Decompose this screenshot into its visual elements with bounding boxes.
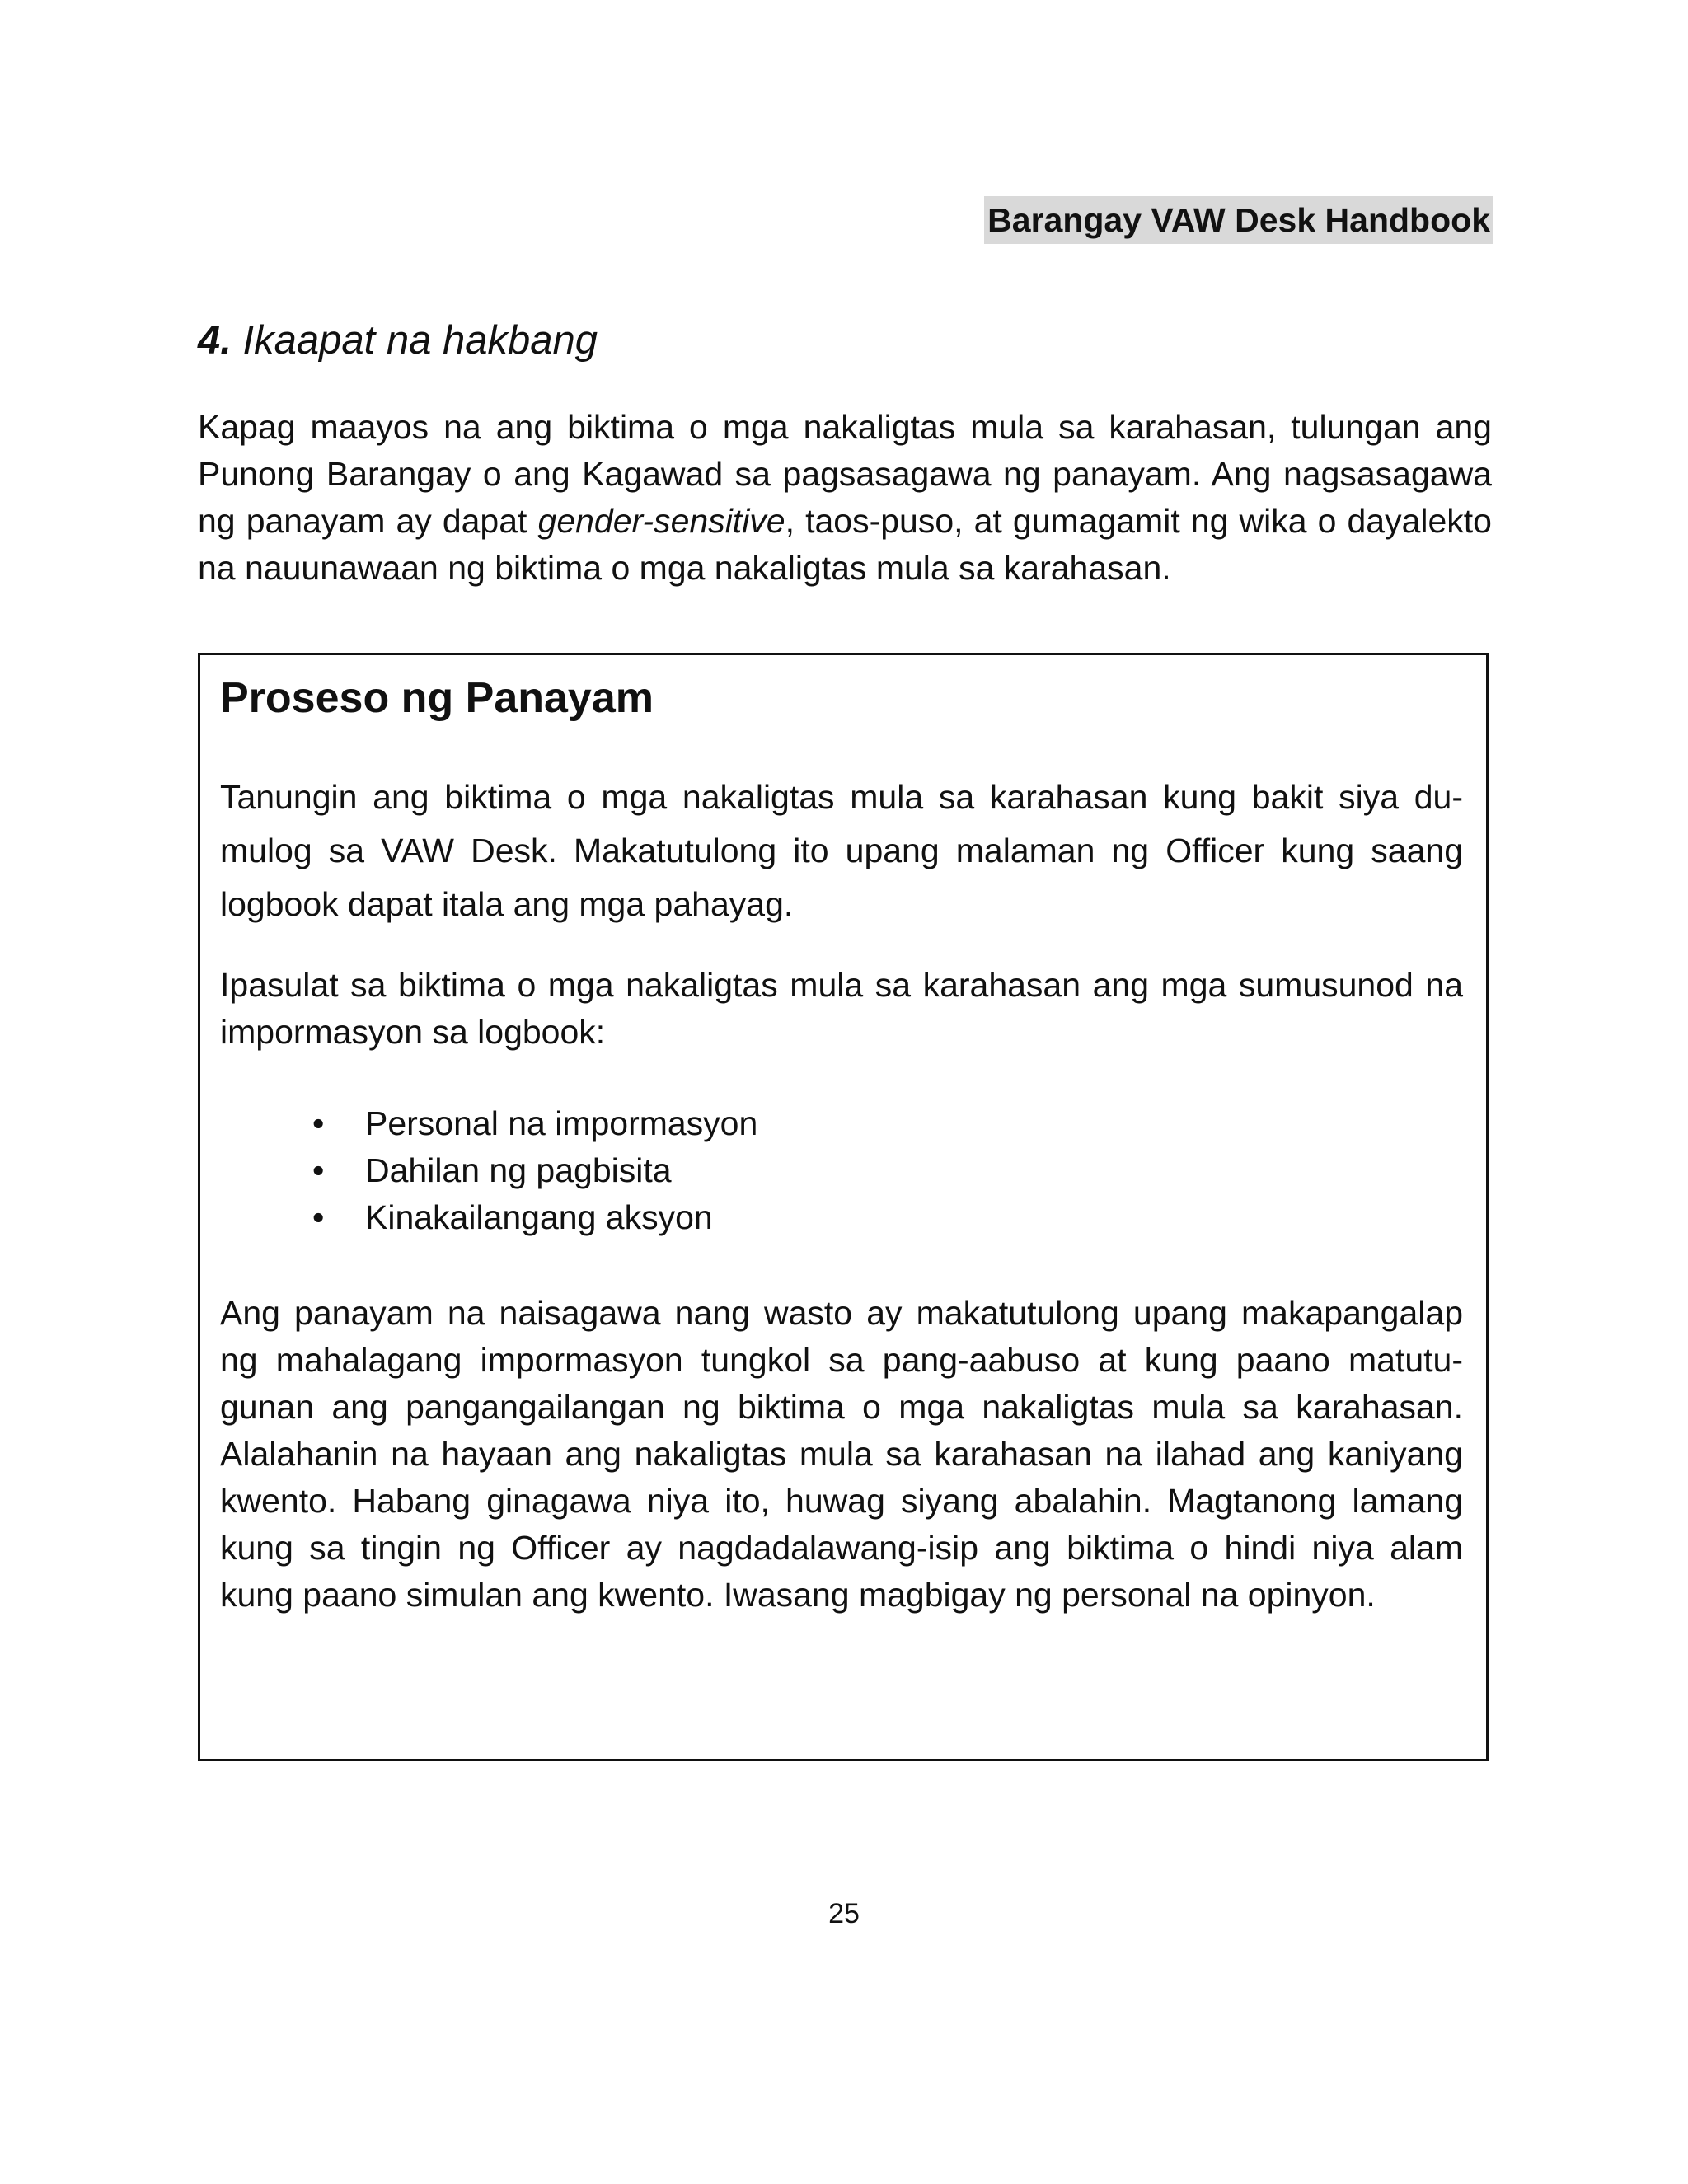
list-item-text: Kinakailangang aksyon <box>365 1198 713 1236</box>
page-number: 25 <box>828 1898 860 1929</box>
handbook-title: Barangay VAW Desk Handbook <box>984 196 1493 244</box>
intro-text-start: Kapag maayos na ang biktima o mga nakaligtas mula sa karahasan, tulungan ang Punong Barangay o ang Kagawad sa pagsasagawa ng panayam. Ang nagsasagawa ng panayam ay dapat <box>198 408 1492 540</box>
intro-italic-term: gender-sensitive <box>537 502 785 540</box>
step-title: Ikaapat na hakbang <box>242 318 598 363</box>
box-paragraph-2: Ipasulat sa biktima o mga nakaligtas mula sa karahasan ang mga sumusunod na impormasyon sa logbook: <box>220 966 1463 1051</box>
list-item-text: Personal na impormasyon <box>365 1104 758 1142</box>
intro-text-end: , taos-puso, at gumagamit ng wika o dayalekto na nauunawaan ng biktima o mga nakaligtas mula sa karahasan. <box>198 502 1492 587</box>
box-title: Proseso ng Panayam <box>220 674 654 722</box>
box-paragraph-1: Tanungin ang biktima o mga nakaligtas mula sa karahasan kung bakit siya du-mulog sa VAW Desk. Makatutulong ito upang malaman ng Officer kung saang logbook dapat itala ang mga pahayag. <box>220 778 1463 923</box>
list-item-text: Dahilan ng pagbisita <box>365 1151 672 1189</box>
list-item <box>312 1147 757 1194</box>
logbook-info-list <box>312 1100 757 1241</box>
step-number: 4. <box>198 318 232 363</box>
bullet-icon: • <box>312 1104 325 1142</box>
box-paragraph-3: Ang panayam na naisagawa nang wasto ay makatutulong upang makapangalap ng mahalagang impormasyon tungkol sa pang-aabuso at kung paano matutu-gunan ang pangangailangan ng biktima o mga nakaligtas mula sa karahasan. Alalahanin na hayaan ang nakaligtas mula sa karahasan na ilahad ang kaniyang kwento. Habang ginagawa niya ito, huwag siyang abalahin. Magtanong lamang kung sa tingin ng Officer ay nagdadalawang-isip ang biktima o hindi niya alam kung paano simulan ang kwento. Iwasang magbigay ng personal na opinyon. <box>220 1294 1463 1614</box>
interview-process-box <box>198 653 1489 1761</box>
step-heading <box>198 317 598 363</box>
list-item <box>312 1194 757 1241</box>
list-item <box>312 1100 757 1147</box>
intro-paragraph <box>198 404 1492 592</box>
bullet-icon: • <box>312 1198 325 1236</box>
bullet-icon: • <box>312 1151 325 1189</box>
